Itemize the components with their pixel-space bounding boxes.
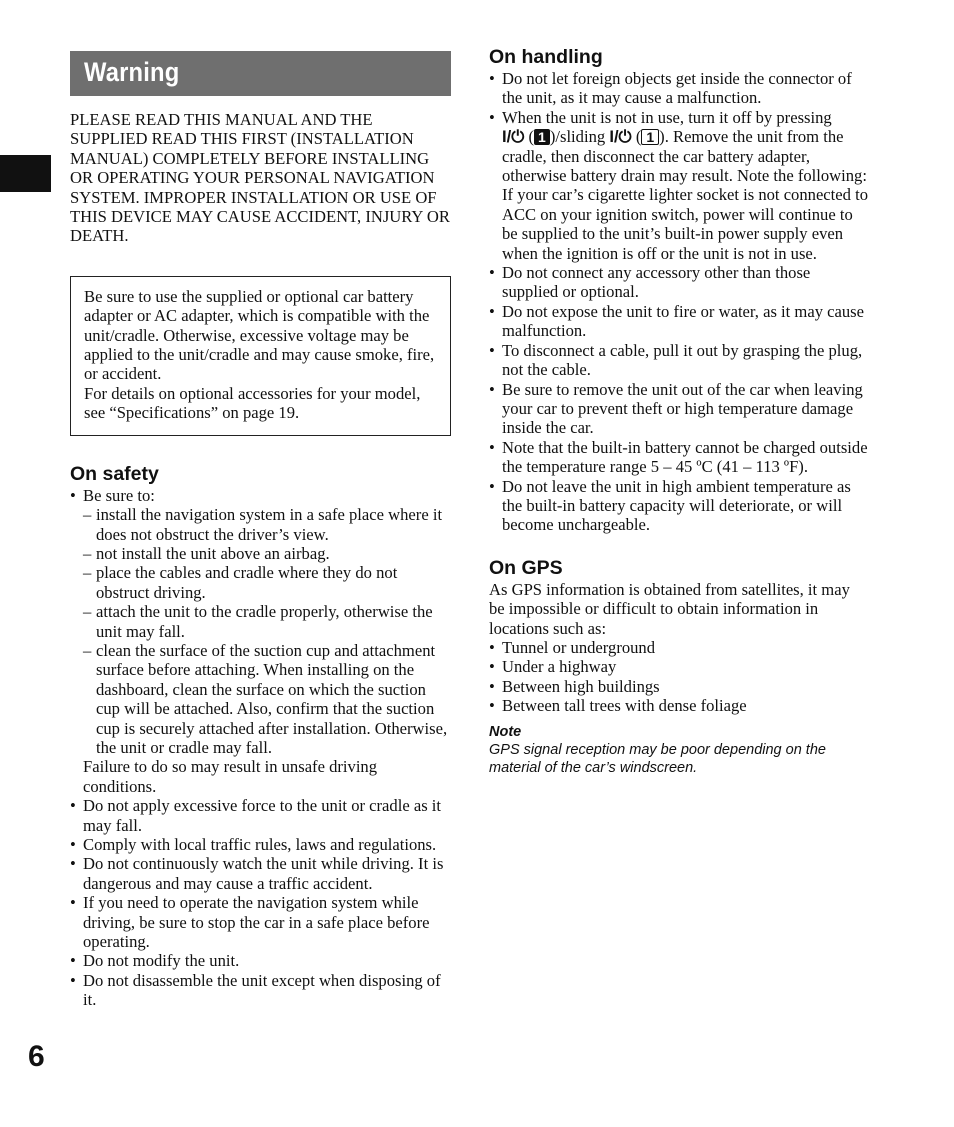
section-tab-marker (0, 155, 51, 192)
page-number: 6 (28, 1040, 45, 1073)
warning-header (70, 51, 451, 96)
safety-list-continued (70, 796, 451, 1009)
caution-paragraph: Be sure to use the supplied or optional car battery adapter or AC adapter, which is compatible with the unit/cradle. Otherwise, excessive voltage may be applied to the unit/cradle and may cause smoke, fire, or accident. (84, 286, 435, 384)
list-item: • Between tall trees with dense foliage (489, 696, 869, 715)
list-item: – clean the surface of the suction cup and attachment surface before attaching. When installing on the dashboard, clean the surface on which the suction cup will be attached. Also, confirm that the suction cup is securely attached after installation. Otherwise, the unit or cradle may fall. (70, 641, 451, 757)
list-item: – attach the unit to the cradle properly, otherwise the unit may fall. (70, 602, 451, 641)
list-item: – not install the unit above an airbag. (70, 544, 451, 563)
warning-caps-text: PLEASE READ THIS MANUAL AND THE SUPPLIED READ THIS FIRST (INSTALLATION MANUAL) COMPLETELY BEFORE INSTALLING OR OPERATING YOUR PERSONAL NAVIGATION SYSTEM. IMPROPER INSTALLATION OR USE OF THIS DEVICE MAY CAUSE ACCIDENT, INJURY OR DEATH. (70, 110, 450, 246)
remove-unit-text: ). Remove the unit from the cradle, then disconnect the car battery adapter, otherwise battery drain may result. Note the following: (502, 127, 867, 186)
list-item: • Do not disassemble the unit except when disposing of it. (70, 971, 451, 1010)
list-item: • Do not apply excessive force to the unit or cradle as it may fall. (70, 796, 451, 835)
list-item: • Do not continuously watch the unit while driving. It is dangerous and may cause a traffic accident. (70, 854, 451, 893)
adapter-caution-box (70, 276, 451, 436)
list-item: • Comply with local traffic rules, laws and regulations. (70, 835, 451, 854)
list-item: • Note that the built-in battery cannot be charged outside the temperature range 5 – 45 ºC (41 – 113 ºF). (489, 438, 869, 477)
list-item: – install the navigation system in a safe place where it does not obstruct the driver’s view. (70, 505, 451, 544)
key-1-outline-icon: 1 (641, 129, 659, 145)
list-item: • Do not connect any accessory other than those supplied or optional. (489, 263, 869, 302)
accessories-paragraph: For details on optional accessories for your model, see “Specifications” on page 19. (84, 383, 421, 423)
handling-list (489, 69, 869, 535)
safety-heading: On safety (70, 462, 159, 485)
list-item: • To disconnect a cable, pull it out by grasping the plug, not the cable. (489, 341, 869, 380)
list-item: • Be sure to remove the unit out of the car when leaving your car to prevent theft or high temperature damage inside the car. (489, 380, 869, 438)
gps-heading: On GPS (489, 556, 563, 579)
note-label: Note (489, 723, 522, 740)
left-column (70, 51, 451, 1010)
lighter-socket-note: If your car’s cigarette lighter socket is not connected to ACC on your ignition switch, power will continue to be supplied to the unit’s built-in power supply even when the ignition is off or the unit is not in use. (502, 185, 869, 263)
list-item: • Do not leave the unit in high ambient temperature as the built-in battery capacity will deteriorate, or will become unchargeable. (489, 477, 869, 535)
right-column (489, 45, 869, 778)
note-text: GPS signal reception may be poor depending on the material of the car’s windscreen. (489, 741, 826, 777)
sliding-text: )/sliding (549, 127, 606, 147)
key-1-filled-icon: 1 (534, 129, 550, 145)
warning-title: Warning (84, 57, 180, 87)
list-item: • Do not let foreign objects get inside the connector of the unit, as it may cause a malfunction. (489, 69, 869, 108)
power-icon: I/⏻ (502, 127, 525, 147)
safety-sublist (70, 505, 451, 757)
list-item: • Under a highway (489, 657, 869, 676)
power-icon: I/⏻ (609, 127, 632, 147)
list-item (70, 486, 451, 505)
list-item: • Do not modify the unit. (70, 951, 451, 970)
list-item: • When the unit is not in use, turn it off by pressing I/⏻ ( 1 )/sliding I/⏻ ( 1 ). Remove the unit from the cradle, then disconnect the car battery adapter, otherwise battery drain may result. Note the following: If your car’s cigarette lighter socket is not connected to ACC on your ignition switch, power will continue to be supplied to the unit’s built-in power supply even when the ignition is off or the unit is not in use. (489, 108, 869, 263)
list-item: – place the cables and cradle where they do not obstruct driving. (70, 563, 451, 602)
handling-heading: On handling (489, 46, 603, 68)
failure-text: Failure to do so may result in unsafe driving conditions. (83, 757, 378, 796)
list-item: • Do not expose the unit to fire or water, as it may cause malfunction. (489, 302, 869, 341)
be-sure-text: Be sure to: (83, 485, 155, 505)
gps-intro: As GPS information is obtained from satellites, it may be impossible or difficult to obtain information in locations such as: (489, 579, 850, 638)
list-item: • Between high buildings (489, 677, 869, 696)
gps-list (489, 638, 869, 716)
list-item: • If you need to operate the navigation system while driving, be sure to stop the car in a safe place before operating. (70, 893, 451, 951)
safety-list (70, 486, 451, 505)
list-item: • Tunnel or underground (489, 638, 869, 657)
power-off-text: When the unit is not in use, turn it off by pressing (502, 107, 832, 127)
